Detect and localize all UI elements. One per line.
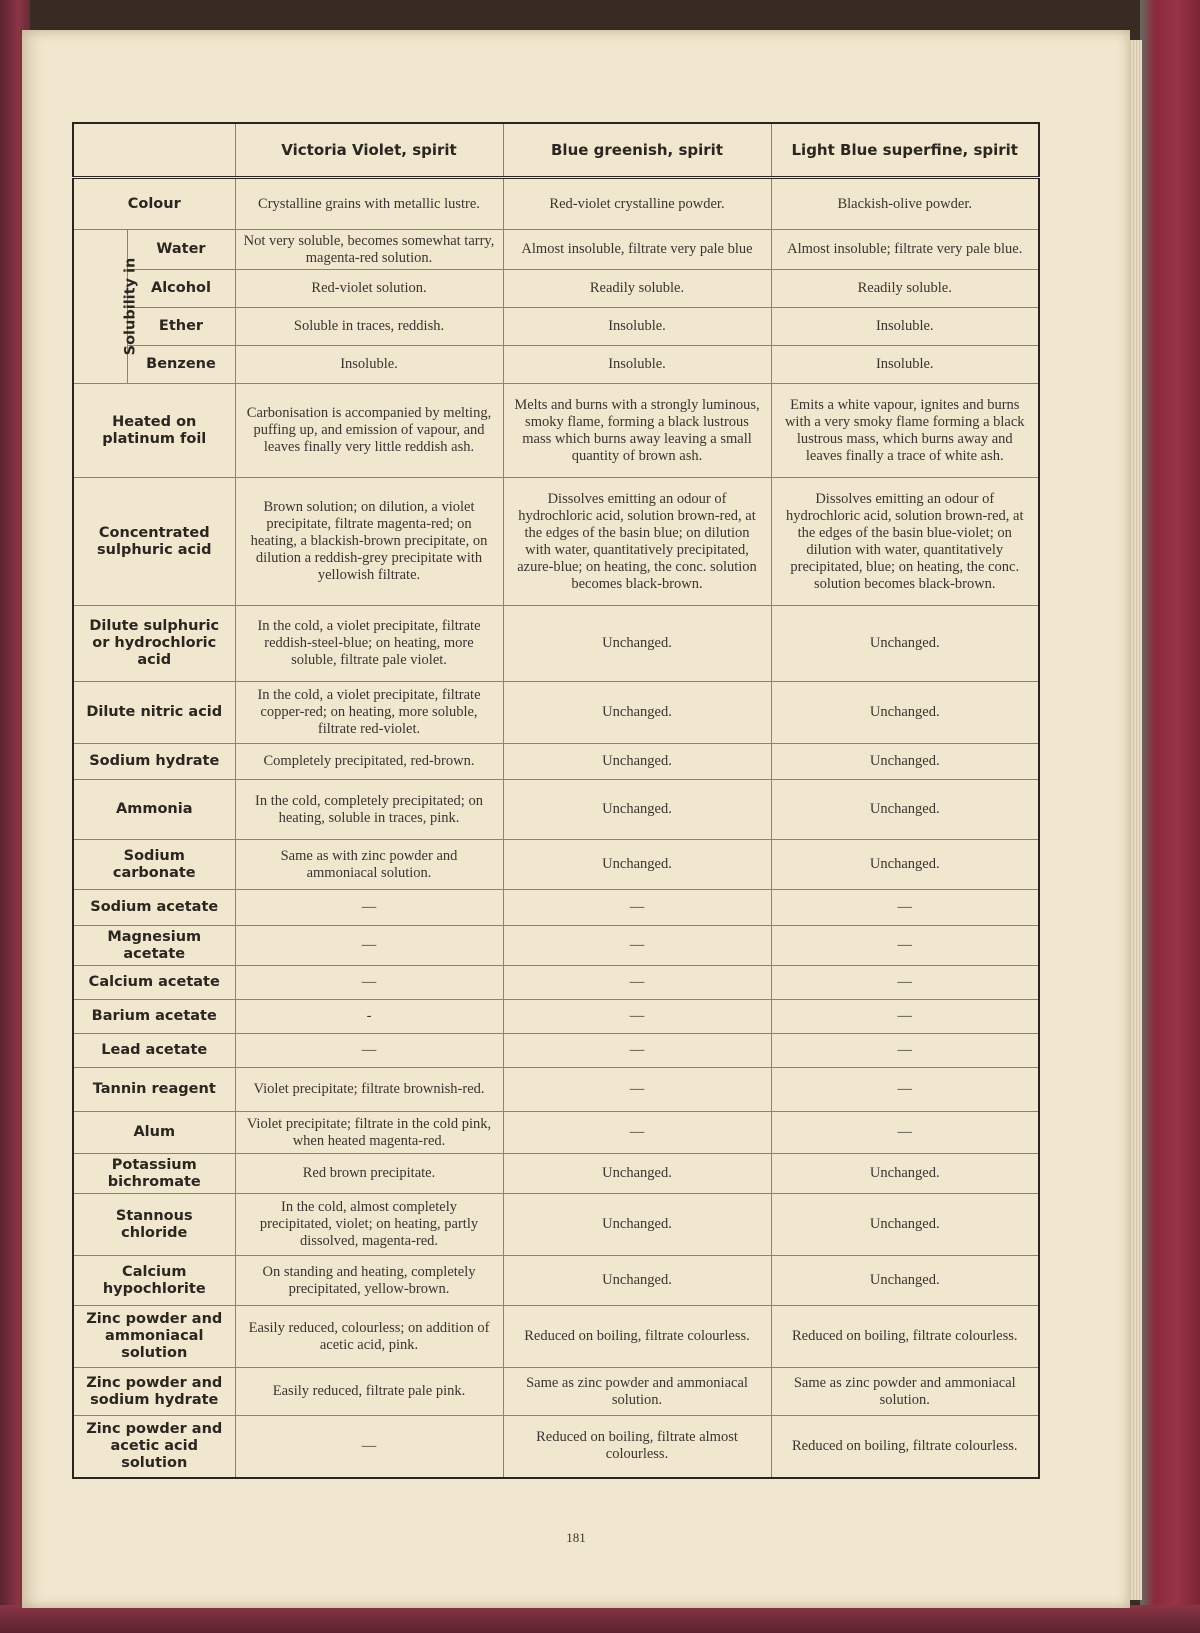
table-cell: Unchanged. [771, 682, 1039, 744]
row-label: Sodium hydrate [73, 744, 235, 780]
header-light-blue: Light Blue superfine, spirit [771, 123, 1039, 178]
table-cell: — [235, 966, 503, 1000]
table-cell: Reduced on boiling, filtrate colourless. [771, 1306, 1039, 1368]
table-cell: Insoluble. [235, 346, 503, 384]
table-cell: Crystalline grains with metallic lustre. [235, 178, 503, 230]
table-cell: Same as with zinc powder and ammoniacal solution. [235, 840, 503, 890]
table-row [73, 1256, 1039, 1306]
table-cell: - [235, 1000, 503, 1034]
table-cell: Brown solution; on dilution, a violet precipitate, filtrate magenta-red; on heating, a blackish-brown precipitate, on dilution a reddish-grey precipitate with yellowish filtrate. [235, 478, 503, 606]
table-cell: Unchanged. [503, 744, 771, 780]
table-cell: — [771, 926, 1039, 966]
table-cell: Insoluble. [771, 346, 1039, 384]
table-cell: Completely precipitated, red-brown. [235, 744, 503, 780]
table-row [73, 308, 1039, 346]
solubility-label: Solubility in [122, 257, 139, 356]
table-cell: — [235, 926, 503, 966]
table-cell: Unchanged. [771, 1194, 1039, 1256]
table-cell: Easily reduced, filtrate pale pink. [235, 1368, 503, 1416]
table-cell: Same as zinc powder and ammoniacal solution. [771, 1368, 1039, 1416]
table-cell: Insoluble. [771, 308, 1039, 346]
table-cell: Not very soluble, becomes somewhat tarry, magenta-red solution. [235, 230, 503, 270]
table-cell: — [235, 890, 503, 926]
table-cell: Insoluble. [503, 346, 771, 384]
book-cover-bottom [0, 1605, 1200, 1633]
table-cell: Red-violet crystalline powder. [503, 178, 771, 230]
row-label: Barium acetate [73, 1000, 235, 1034]
row-label: Ammonia [73, 780, 235, 840]
table-row [73, 1416, 1039, 1478]
table-cell: Unchanged. [503, 682, 771, 744]
table-cell: Readily soluble. [503, 270, 771, 308]
table-cell: Easily reduced, colourless; on addition of acetic acid, pink. [235, 1306, 503, 1368]
table-cell: Blackish-olive powder. [771, 178, 1039, 230]
row-label: Dilute nitric acid [73, 682, 235, 744]
table-cell: — [771, 1112, 1039, 1154]
header-corner [73, 123, 235, 178]
row-label: Lead acetate [73, 1034, 235, 1068]
table-cell: Dissolves emitting an odour of hydrochloric acid, solution brown-red, at the edges of the basin blue; on dilution with water, quantitatively precipitated, azure-blue; on heating, the conc. solution becomes black-brown. [503, 478, 771, 606]
table-cell: Unchanged. [503, 1154, 771, 1194]
row-label: Benzene [127, 346, 235, 384]
page-edges [1128, 40, 1142, 1600]
table-row [73, 890, 1039, 926]
table-row [73, 1034, 1039, 1068]
table-cell: Carbonisation is accompanied by melting, puffing up, and emission of vapour, and leaves finally very little reddish ash. [235, 384, 503, 478]
table-cell: — [771, 1000, 1039, 1034]
table-cell: Almost insoluble; filtrate very pale blue. [771, 230, 1039, 270]
table-cell: On standing and heating, completely precipitated, yellow-brown. [235, 1256, 503, 1306]
table-cell: Unchanged. [503, 1194, 771, 1256]
row-label: Zinc powder and ammoniacal solution [73, 1306, 235, 1368]
table-cell: Unchanged. [503, 840, 771, 890]
table-cell: Reduced on boiling, filtrate colourless. [771, 1416, 1039, 1478]
table-cell: Red-violet solution. [235, 270, 503, 308]
row-label: Potassium bichromate [73, 1154, 235, 1194]
table-cell: Insoluble. [503, 308, 771, 346]
table-row [73, 744, 1039, 780]
table-cell: Unchanged. [503, 606, 771, 682]
header-blue-greenish: Blue greenish, spirit [503, 123, 771, 178]
table-cell: — [503, 926, 771, 966]
table-cell: Same as zinc powder and ammoniacal solution. [503, 1368, 771, 1416]
row-label: Ether [127, 308, 235, 346]
table-cell: — [503, 890, 771, 926]
row-label: Tannin reagent [73, 1068, 235, 1112]
table-cell: Unchanged. [771, 840, 1039, 890]
table-row [73, 606, 1039, 682]
row-label: Alcohol [127, 270, 235, 308]
table-row [73, 1194, 1039, 1256]
table-cell: Violet precipitate; filtrate in the cold pink, when heated magenta-red. [235, 1112, 503, 1154]
header-victoria-violet: Victoria Violet, spirit [235, 123, 503, 178]
table-cell: Melts and burns with a strongly luminous, smoky flame, forming a black lustrous mass which burns away leaving a small quantity of brown ash. [503, 384, 771, 478]
table-row [73, 682, 1039, 744]
table-cell: In the cold, a violet precipitate, filtrate reddish-steel-blue; on heating, more soluble, filtrate pale violet. [235, 606, 503, 682]
table-cell: Unchanged. [503, 1256, 771, 1306]
row-label: Magnesium acetate [73, 926, 235, 966]
row-label: Alum [73, 1112, 235, 1154]
table-cell: Almost insoluble, filtrate very pale blue [503, 230, 771, 270]
table-row [73, 384, 1039, 478]
table-cell: Readily soluble. [771, 270, 1039, 308]
table-cell: Unchanged. [771, 780, 1039, 840]
row-label: Water [127, 230, 235, 270]
table-cell: Unchanged. [771, 1154, 1039, 1194]
table-cell: Dissolves emitting an odour of hydrochloric acid, solution brown-red, at the edges of the basin blue-violet; on dilution with water, quantitatively precipitated, blue; on heating, the conc. solution becomes black-brown. [771, 478, 1039, 606]
table-cell: Unchanged. [771, 1256, 1039, 1306]
table-row [73, 1368, 1039, 1416]
table-cell: — [503, 966, 771, 1000]
table-row [73, 270, 1039, 308]
table-cell: Soluble in traces, reddish. [235, 308, 503, 346]
table-row [73, 840, 1039, 890]
row-label: Stannous chloride [73, 1194, 235, 1256]
row-label: Calcium hypochlorite [73, 1256, 235, 1306]
row-label: Heated on platinum foil [73, 384, 235, 478]
table-row [73, 178, 1039, 230]
table-row [73, 1068, 1039, 1112]
table-cell: — [503, 1034, 771, 1068]
table-cell: Red brown precipitate. [235, 1154, 503, 1194]
book-cover-right [1140, 0, 1200, 1633]
table-cell: — [503, 1068, 771, 1112]
table-row [73, 1112, 1039, 1154]
table-cell: Reduced on boiling, filtrate colourless. [503, 1306, 771, 1368]
table-cell: Unchanged. [771, 744, 1039, 780]
table-cell: — [771, 1034, 1039, 1068]
table-cell: Violet precipitate; filtrate brownish-red. [235, 1068, 503, 1112]
row-label: Zinc powder and acetic acid solution [73, 1416, 235, 1478]
table-row [73, 926, 1039, 966]
table-cell: In the cold, almost completely precipitated, violet; on heating, partly dissolved, magenta-red. [235, 1194, 503, 1256]
row-label: Calcium acetate [73, 966, 235, 1000]
table-cell: — [235, 1034, 503, 1068]
table-cell: — [503, 1112, 771, 1154]
solubility-group-label [73, 230, 139, 384]
table-cell: Unchanged. [503, 780, 771, 840]
row-label: Dilute sulphuric or hydrochloric acid [73, 606, 235, 682]
table-row [73, 1154, 1039, 1194]
table-cell: — [771, 966, 1039, 1000]
table-cell: — [771, 1068, 1039, 1112]
table-cell: In the cold, completely precipitated; on heating, soluble in traces, pink. [235, 780, 503, 840]
table-row [73, 230, 1039, 270]
table-row [73, 780, 1039, 840]
row-label: Sodium acetate [73, 890, 235, 926]
row-label: Colour [73, 178, 235, 230]
table-cell: Unchanged. [771, 606, 1039, 682]
row-label: Concentrated sulphuric acid [73, 478, 235, 606]
table-row [73, 966, 1039, 1000]
row-label: Sodium carbonate [73, 840, 235, 890]
header-row [73, 123, 1039, 178]
table-row [73, 1000, 1039, 1034]
table-row [73, 1306, 1039, 1368]
table-cell: Reduced on boiling, filtrate almost colourless. [503, 1416, 771, 1478]
row-label: Zinc powder and sodium hydrate [73, 1368, 235, 1416]
book-page [22, 30, 1130, 1608]
table-cell: — [503, 1000, 771, 1034]
page-number: 181 [566, 1530, 586, 1545]
table-row [73, 346, 1039, 384]
table-cell: — [771, 890, 1039, 926]
dye-reactions-table [72, 122, 1040, 1479]
table-row [73, 478, 1039, 606]
table-cell: In the cold, a violet precipitate, filtrate copper-red; on heating, more soluble, filtrate red-violet. [235, 682, 503, 744]
table-cell: — [235, 1416, 503, 1478]
table-cell: Emits a white vapour, ignites and burns with a very smoky flame forming a black lustrous mass, which burns away and leaves finally a trace of white ash. [771, 384, 1039, 478]
